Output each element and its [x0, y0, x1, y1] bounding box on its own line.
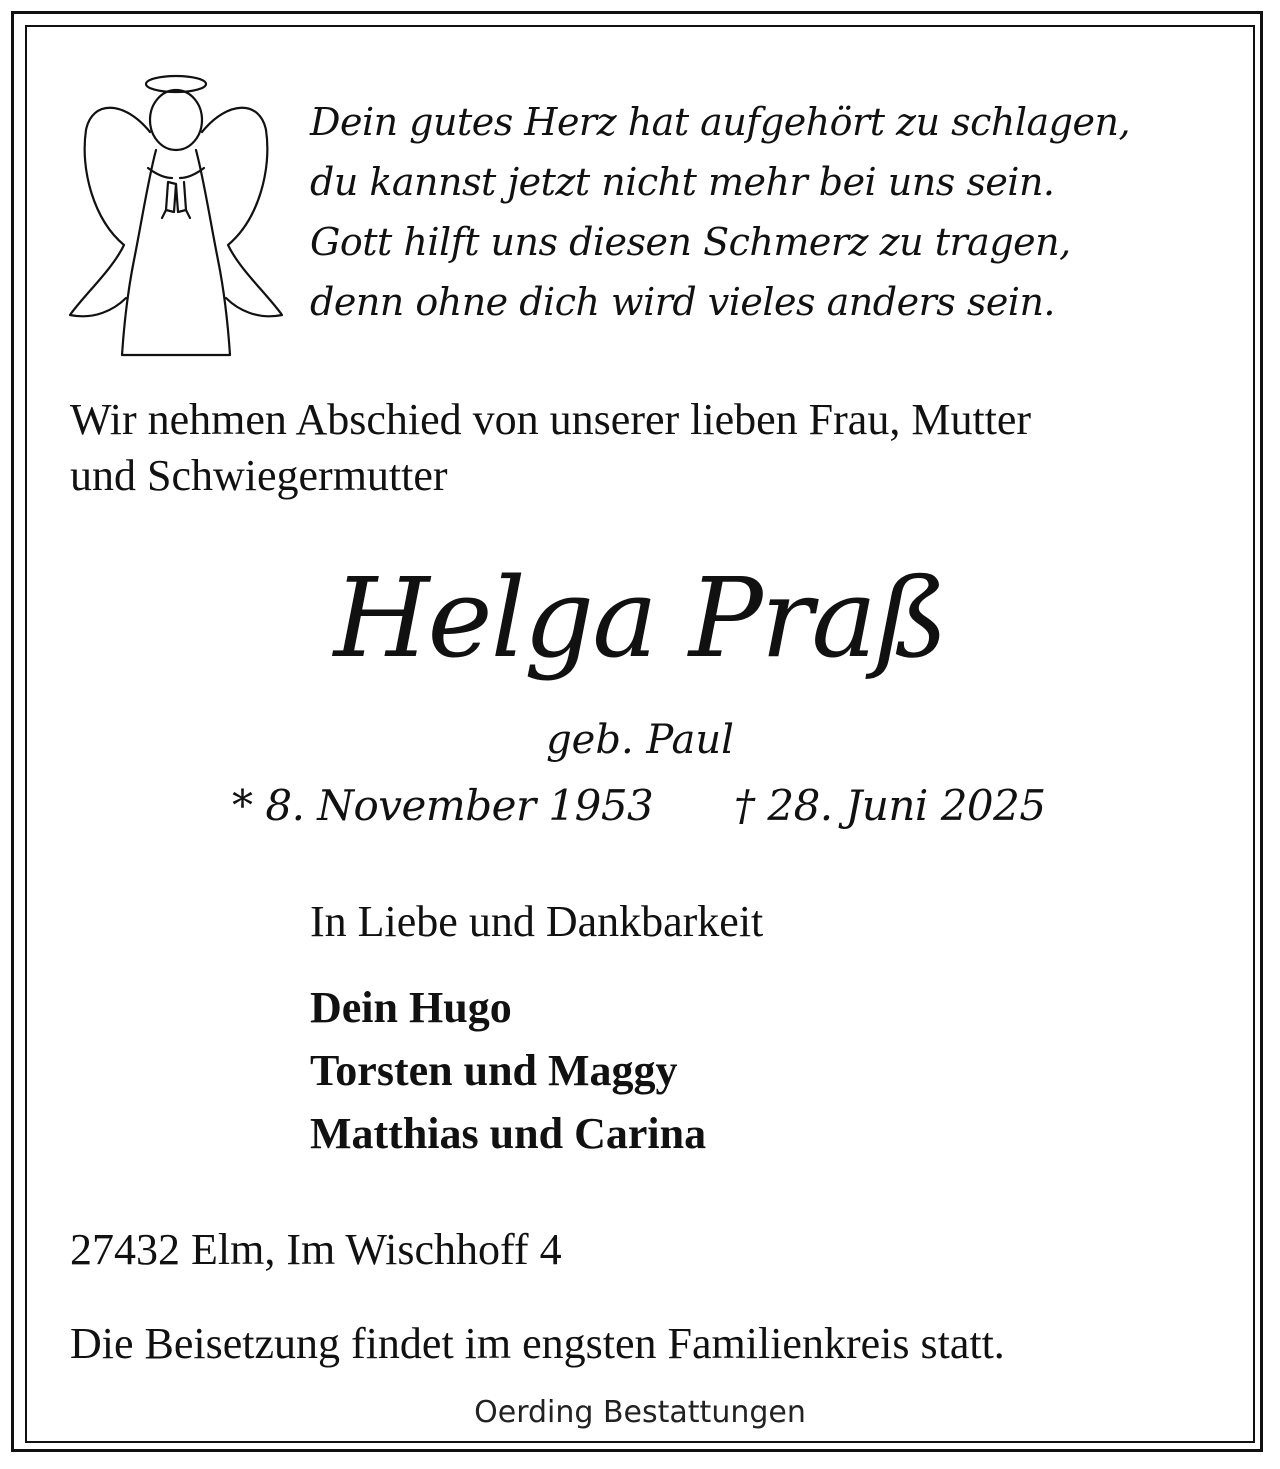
poem-line: du kannst jetzt nicht mehr bei uns sein. — [310, 160, 1055, 204]
death-date: † 28. Juni 2025 — [734, 781, 1046, 830]
poem-line: denn ohne dich wird vieles anders sein. — [310, 280, 1056, 324]
burial-note: Die Beisetzung findet im engsten Familienkreis statt. — [70, 1319, 1005, 1368]
family-member: Dein Hugo — [310, 983, 512, 1032]
family-member: Torsten und Maggy — [310, 1046, 678, 1095]
deceased-name: Helga Praß — [333, 554, 947, 682]
farewell-intro — [70, 392, 1230, 504]
birth-date: * 8. November 1953 — [232, 781, 654, 830]
thanks-line: In Liebe und Dankbarkeit — [310, 897, 764, 946]
poem-line: Dein gutes Herz hat aufgehört zu schlagen, — [310, 100, 1131, 144]
poem-line: Gott hilft uns diesen Schmerz zu tragen, — [310, 220, 1071, 264]
poem — [310, 92, 1230, 332]
address: 27432 Elm, Im Wischhoff 4 — [70, 1225, 562, 1274]
family-list — [310, 976, 706, 1165]
family-member: Matthias und Carina — [310, 1109, 707, 1158]
angel-icon — [64, 70, 284, 360]
maiden-name: geb. Paul — [546, 717, 734, 763]
farewell-intro-line: und Schwiegermutter — [70, 451, 448, 500]
undertaker-name: Oerding Bestattungen — [474, 1395, 806, 1430]
farewell-intro-line: Wir nehmen Abschied von unserer lieben Frau, Mutter — [70, 395, 1032, 444]
